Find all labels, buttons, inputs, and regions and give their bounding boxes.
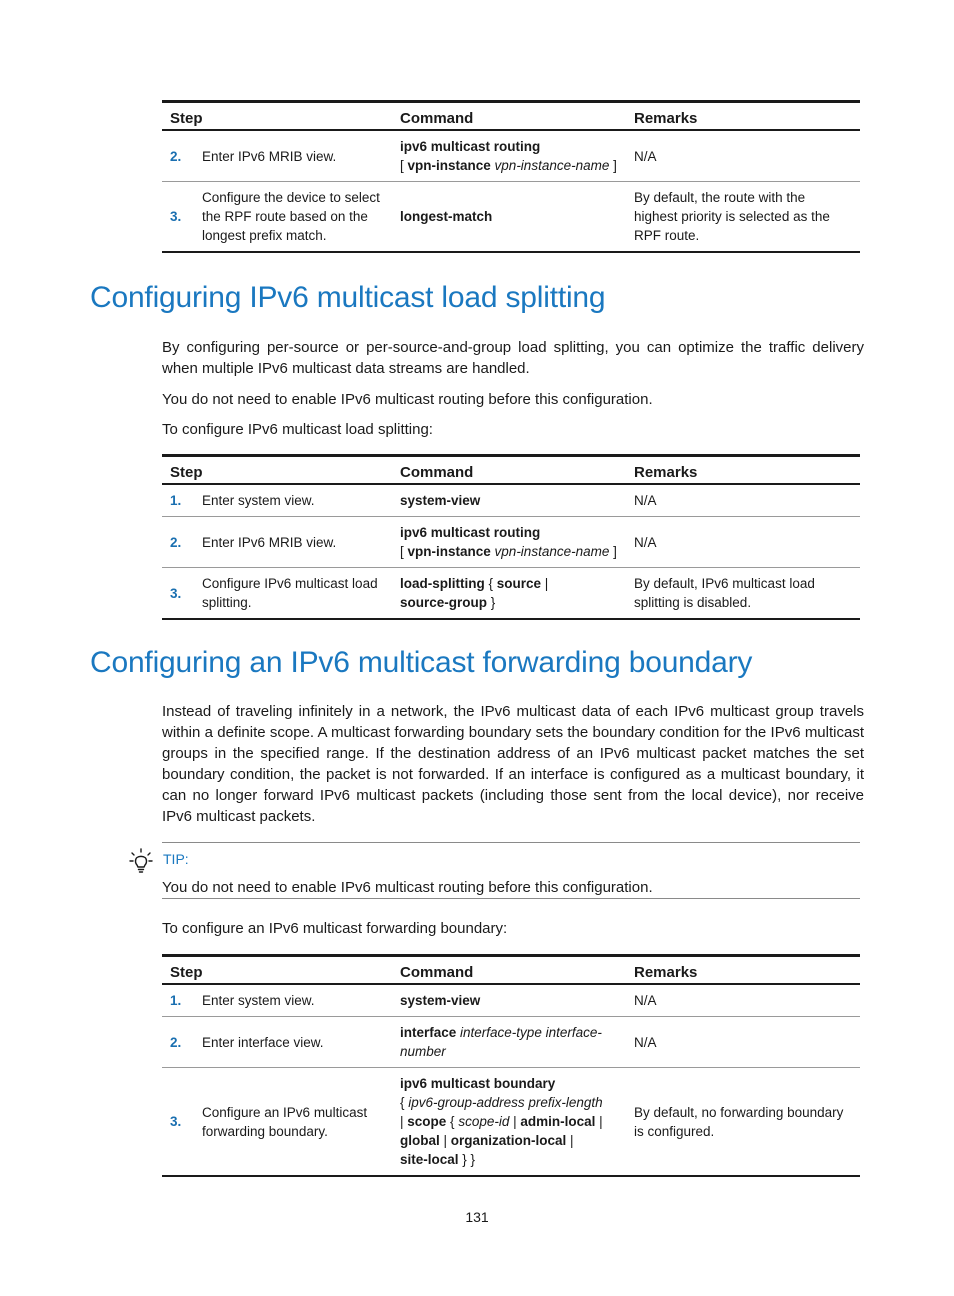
command-keyword: global	[400, 1133, 440, 1148]
command-argument: vpn-instance-name	[490, 158, 610, 173]
body-paragraph: To configure an IPv6 multicast forwarding boundary:	[162, 920, 508, 937]
table-forwarding-boundary	[162, 954, 860, 1177]
step-description: Configure IPv6 multicast load splitting.	[194, 568, 392, 620]
step-description: Enter system view.	[202, 493, 315, 508]
step-description: Enter system view.	[202, 993, 315, 1008]
command-text: |	[509, 1114, 521, 1129]
command-text: [	[400, 544, 408, 559]
step-number: 3.	[162, 1068, 194, 1177]
command-keyword: organization-local	[450, 1133, 567, 1148]
body-paragraph: By configuring per-source or per-source-and-group load splitting, you can optimize the traffic delivery when multiple IPv6 multicast data streams are handled.	[162, 339, 864, 377]
command-text: |	[566, 1133, 574, 1148]
col-header-remarks: Remarks	[626, 102, 860, 131]
table-header-row	[162, 102, 860, 131]
col-header-remarks: Remarks	[626, 456, 860, 485]
command-keyword: ipv6 multicast boundary	[400, 1076, 556, 1091]
command-argument: ipv6-group-address prefix-length	[408, 1095, 603, 1110]
command-keyword: interface	[400, 1025, 457, 1040]
table-load-splitting	[162, 454, 860, 620]
tip-bottom-rule	[162, 898, 860, 899]
step-number: 2.	[162, 1017, 194, 1068]
step-number: 2.	[170, 148, 182, 164]
command-argument: vpn-instance-name	[490, 544, 610, 559]
command-keyword: admin-local	[520, 1114, 596, 1129]
table-row	[162, 517, 860, 568]
step-description: Configure an IPv6 multicast forwarding boundary.	[194, 1068, 392, 1177]
table-row	[162, 130, 860, 182]
command-text: {	[446, 1114, 459, 1129]
tip-label: TIP:	[163, 851, 189, 867]
step-remarks: N/A	[634, 993, 657, 1008]
command-keyword: ipv6 multicast routing	[400, 525, 541, 540]
col-header-step: Step	[162, 456, 392, 485]
command-cell	[392, 1068, 626, 1177]
step-number: 3.	[162, 182, 194, 253]
step-description: Enter IPv6 MRIB view.	[202, 148, 337, 164]
body-paragraph: Instead of traveling infinitely in a network, the IPv6 multicast data of each IPv6 multicast group travels within a definite scope. A multicast forwarding boundary sets the boundary condition for the IPv6 multicast groups in the specified range. If the destination address of an IPv6 multicast packet matches the set boundary condition, the packet is not forwarded. If an interface is configured as a multicast boundary, it can no longer forward IPv6 multicast packets (including those sent from the local device), nor receive IPv6 multicast packets.	[162, 703, 864, 825]
command-keyword: system-view	[400, 993, 481, 1008]
table-header-row	[162, 456, 860, 485]
command-keyword: ipv6 multicast routing	[400, 139, 541, 154]
command-cell	[392, 130, 626, 182]
command-text: |	[595, 1114, 603, 1129]
step-number: 3.	[162, 568, 194, 620]
step-remarks: By default, IPv6 multicast load splitting is disabled.	[626, 568, 860, 620]
col-header-step: Step	[162, 102, 392, 131]
command-argument: interface-type interface-number	[400, 1025, 602, 1059]
step-remarks: N/A	[634, 493, 657, 508]
step-number: 1.	[170, 493, 182, 508]
command-text: |	[541, 576, 549, 591]
command-keyword: vpn-instance	[407, 158, 491, 173]
command-text: |	[400, 1114, 408, 1129]
command-keyword: vpn-instance	[407, 544, 491, 559]
command-argument: scope-id	[458, 1114, 510, 1129]
command-keyword: site-local	[400, 1152, 459, 1167]
step-remarks: By default, no forwarding boundary is configured.	[626, 1068, 860, 1177]
step-remarks: N/A	[626, 517, 860, 568]
table-header-row	[162, 956, 860, 985]
col-header-command: Command	[392, 102, 626, 131]
command-cell	[392, 484, 626, 517]
table-row	[162, 1068, 860, 1177]
step-remarks: N/A	[626, 1017, 860, 1068]
step-number: 1.	[170, 993, 182, 1008]
tip-text: You do not need to enable IPv6 multicast routing before this configuration.	[162, 879, 653, 896]
command-keyword: system-view	[400, 493, 481, 508]
command-cell	[392, 984, 626, 1017]
step-number: 2.	[162, 517, 194, 568]
table-mrib-longest-match	[162, 100, 860, 253]
command-text: }	[487, 595, 496, 610]
table-row	[162, 1017, 860, 1068]
command-cell	[392, 517, 626, 568]
step-description: Configure the device to select the RPF route based on the longest prefix match.	[194, 182, 392, 253]
section-heading-forwarding-boundary: Configuring an IPv6 multicast forwarding boundary	[90, 646, 753, 679]
step-description: Enter IPv6 MRIB view.	[194, 517, 392, 568]
command-text: ]	[609, 158, 617, 173]
table-row	[162, 984, 860, 1017]
command-keyword: source-group	[400, 595, 488, 610]
command-text: ]	[609, 544, 617, 559]
command-cell	[392, 568, 626, 620]
page-number: 131	[465, 1209, 489, 1225]
body-paragraph: To configure IPv6 multicast load splitting:	[162, 421, 433, 438]
command-text: {	[484, 576, 497, 591]
command-keyword: load-splitting	[400, 576, 485, 591]
step-description: Enter interface view.	[194, 1017, 392, 1068]
command-text: [	[400, 158, 408, 173]
col-header-command: Command	[392, 456, 626, 485]
tip-top-rule	[162, 842, 860, 843]
command-text: } }	[458, 1152, 476, 1167]
table-row	[162, 568, 860, 620]
command-text: {	[400, 1095, 409, 1110]
table-row	[162, 484, 860, 517]
step-remarks: By default, the route with the highest priority is selected as the RPF route.	[626, 182, 860, 253]
command-text: |	[439, 1133, 451, 1148]
section-heading-load-splitting: Configuring IPv6 multicast load splitting	[90, 281, 606, 314]
table-row	[162, 182, 860, 253]
command-keyword: longest-match	[400, 209, 493, 224]
command-keyword: source	[496, 576, 542, 591]
col-header-command: Command	[392, 956, 626, 985]
col-header-remarks: Remarks	[626, 956, 860, 985]
command-cell	[392, 182, 626, 253]
command-keyword: scope	[407, 1114, 447, 1129]
command-cell	[392, 1017, 626, 1068]
body-paragraph: You do not need to enable IPv6 multicast routing before this configuration.	[162, 391, 653, 408]
step-remarks: N/A	[634, 148, 657, 164]
lightbulb-icon	[129, 848, 153, 874]
col-header-step: Step	[162, 956, 392, 985]
